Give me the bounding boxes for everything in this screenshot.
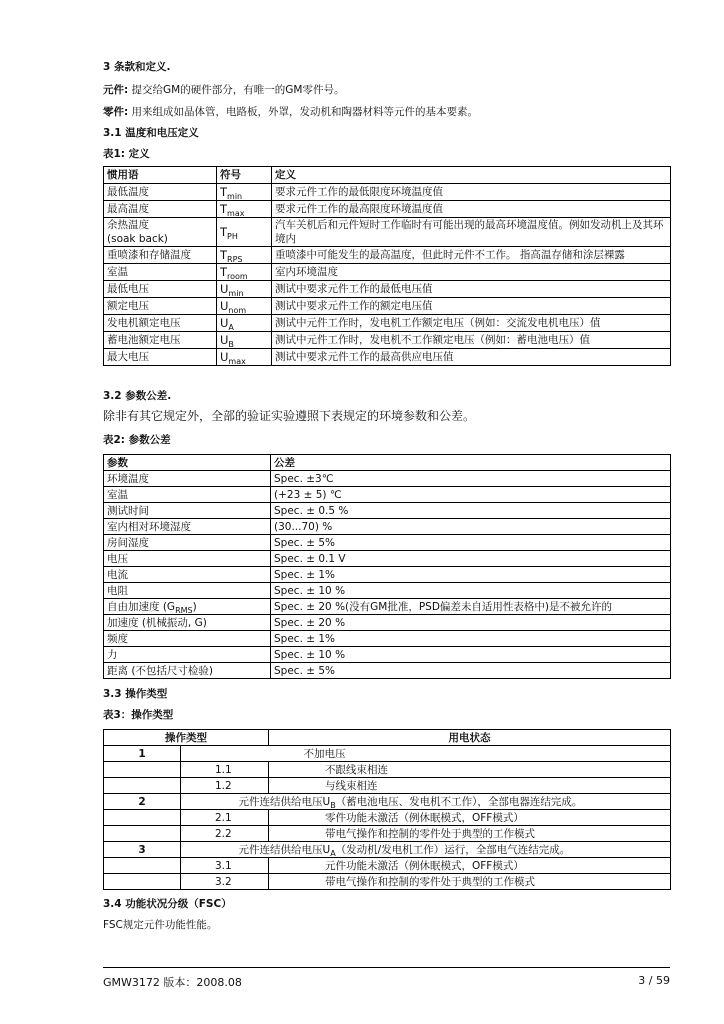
power-state-cell: 带电气操作和控制的零件处于典型的工作模式 xyxy=(269,874,671,890)
parameter-text: 距离 (不包括尺寸检验) xyxy=(107,664,214,677)
footer-page-number: 3 / 59 xyxy=(638,974,670,987)
term-cell xyxy=(104,315,217,332)
components-definition xyxy=(103,83,344,97)
tolerance-cell: Spec. ± 10 % xyxy=(271,583,671,599)
parameter-cell xyxy=(104,487,271,503)
type-spacer-cell xyxy=(104,858,181,874)
type-number-cell: 1 xyxy=(104,746,181,762)
symbol-base: T xyxy=(220,225,228,239)
tolerance-cell: Spec. ± 0.5 % xyxy=(271,503,671,519)
operating-subtype-row xyxy=(104,810,671,826)
parameter-cell xyxy=(104,647,271,663)
operating-subtype-row xyxy=(104,778,671,794)
section-3-1-heading: 3.1 温度和电压定义 xyxy=(103,127,199,139)
parameter-cell xyxy=(104,631,271,647)
subtype-number-cell: 2.2 xyxy=(181,826,269,842)
tolerance-row xyxy=(104,583,671,599)
type-spacer-cell xyxy=(104,810,181,826)
operating-subtype-row xyxy=(104,858,671,874)
tolerance-cell: Spec. ± 1% xyxy=(271,567,671,583)
symbol-base: U xyxy=(220,350,229,364)
voltage-subscript: B xyxy=(330,800,336,810)
symbol-base: U xyxy=(220,333,229,347)
definition-row xyxy=(104,201,671,218)
symbol-cell xyxy=(217,247,272,264)
definition-cell: 测试中要求元件工作的额定电压值 xyxy=(272,298,671,315)
parameter-cell xyxy=(104,535,271,551)
symbol-base: T xyxy=(220,202,228,216)
term-cell xyxy=(104,264,217,281)
power-state-cell xyxy=(239,794,641,810)
symbol-cell xyxy=(217,264,272,281)
term-cell xyxy=(104,247,217,264)
symbol-cell xyxy=(217,332,272,349)
symbol-cell xyxy=(217,349,272,366)
parameter-subscript: RMS xyxy=(175,605,193,615)
definition-cell: 重喷漆中可能发生的最高温度，但此时元件不工作。 指高温存储和涂层裸露 xyxy=(272,247,671,264)
tolerance-cell: Spec. ± 0.1 V xyxy=(271,551,671,567)
footer-divider xyxy=(103,967,670,968)
term-text-alt: (soak back) xyxy=(107,233,168,245)
header-power-state: 用电状态 xyxy=(269,730,671,746)
type-spacer-cell xyxy=(104,874,181,890)
tolerance-cell: Spec. ±3℃ xyxy=(271,471,671,487)
parameter-cell xyxy=(104,471,271,487)
power-state-detail: （蓄电池电压、发电机不工作），全部电器连结完成。 xyxy=(335,795,583,808)
type-spacer-cell xyxy=(104,762,181,778)
definition-row xyxy=(104,218,671,247)
subtype-number-cell: 1.1 xyxy=(181,762,269,778)
definition-row xyxy=(104,184,671,201)
symbol-cell xyxy=(217,184,272,201)
tolerance-cell: (+23 ± 5) ℃ xyxy=(271,487,671,503)
term-text: 蓄电池额定电压 xyxy=(107,334,181,346)
voltage-subscript: A xyxy=(330,848,336,858)
parameter-cell xyxy=(104,583,271,599)
header-operating-type: 操作类型 xyxy=(104,730,269,746)
term-cell xyxy=(104,218,217,247)
symbol-cell xyxy=(217,315,272,332)
tolerance-row xyxy=(104,519,671,535)
table-1-title: 表1: 定义 xyxy=(103,148,150,160)
header-symbol: 符号 xyxy=(217,167,272,184)
type-number-cell: 2 xyxy=(104,794,181,810)
power-state-detail: （发动机/发电机工作）运行，全部电气连结完成。 xyxy=(335,843,571,856)
tolerance-cell: Spec. ± 10 % xyxy=(271,647,671,663)
definition-row xyxy=(104,298,671,315)
parameter-cell xyxy=(104,503,271,519)
header-parameter: 参数 xyxy=(104,455,271,471)
tolerance-row xyxy=(104,599,671,615)
term-cell xyxy=(104,332,217,349)
term-text: 最低温度 xyxy=(107,186,149,198)
symbol-subscript: nom xyxy=(228,306,247,315)
parameter-cell xyxy=(104,519,271,535)
parameter-text: 频度 xyxy=(107,632,128,645)
parameter-text: 电阻 xyxy=(107,584,128,597)
section-3-3-heading: 3.3 操作类型 xyxy=(103,688,168,700)
tolerance-row xyxy=(104,567,671,583)
term-text: 最低电压 xyxy=(107,283,149,295)
parameter-text: 测试时间 xyxy=(107,504,149,517)
parameter-text: 室内相对环境湿度 xyxy=(107,520,191,533)
definition-row xyxy=(104,315,671,332)
definition-cell: 室内环境温度 xyxy=(272,264,671,281)
definition-cell: 测试中元件工作时，发电机不工作额定电压（例如：蓄电池电压）值 xyxy=(272,332,671,349)
section-3-2-heading: 3.2 参数公差. xyxy=(103,390,172,402)
power-state-cell: 与线束相连 xyxy=(269,778,671,794)
symbol-cell xyxy=(217,218,272,247)
definition-cell: 汽车关机后和元件短时工作临时有可能出现的最高环境温度值。例如发动机上及其环境内 xyxy=(272,218,671,247)
footer-document-version: GMW3172 版本：2008.08 xyxy=(103,976,242,989)
definition-cell: 测试中要求元件工作的最高供应电压值 xyxy=(272,349,671,366)
symbol-subscript: min xyxy=(227,192,243,201)
tolerance-cell: Spec. ± 5% xyxy=(271,663,671,679)
term-text: 发电机额定电压 xyxy=(107,317,181,329)
term-cell xyxy=(104,184,217,201)
term-text: 最高温度 xyxy=(107,203,149,215)
tolerance-row xyxy=(104,471,671,487)
definition-row xyxy=(104,349,671,366)
parameter-text: 电流 xyxy=(107,568,128,581)
parameter-cell xyxy=(104,615,271,631)
term-cell xyxy=(104,298,217,315)
type-number-cell: 3 xyxy=(104,842,181,858)
parameter-text: 电压 xyxy=(107,552,128,565)
parameter-cell xyxy=(104,567,271,583)
symbol-subscript: RPS xyxy=(227,255,243,264)
type-spacer-cell xyxy=(181,746,269,762)
table-2-title: 表2: 参数公差 xyxy=(103,434,171,446)
tolerance-cell: Spec. ± 5% xyxy=(271,535,671,551)
tolerance-row xyxy=(104,663,671,679)
parameter-cell xyxy=(104,551,271,567)
definition-cell: 要求元件工作的最高限度环境温度值 xyxy=(272,201,671,218)
symbol-subscript: B xyxy=(228,340,234,349)
tolerance-row xyxy=(104,535,671,551)
header-tolerance: 公差 xyxy=(271,455,671,471)
parameter-tail: ) xyxy=(192,600,197,613)
operating-types-table xyxy=(103,729,671,890)
power-state-text: 元件连结供给电压U xyxy=(238,795,331,808)
term-cell xyxy=(104,349,217,366)
symbol-cell xyxy=(217,201,272,218)
section-3-2-intro: 除非有其它规定外，全部的验证实验遵照下表规定的环境参数和公差。 xyxy=(103,409,476,423)
tolerance-cell: Spec. ± 1% xyxy=(271,631,671,647)
parameter-cell xyxy=(104,663,271,679)
symbol-base: U xyxy=(220,299,229,313)
term-cell xyxy=(104,201,217,218)
header-term: 惯用语 xyxy=(104,167,217,184)
table-header-row xyxy=(104,730,671,746)
term-text: 重喷漆和存储温度 xyxy=(107,249,191,261)
parameter-text: 环境温度 xyxy=(107,472,149,485)
components-text: 提交给GM的硬件部分，有唯一的GM零件号。 xyxy=(131,84,345,96)
symbol-subscript: PH xyxy=(227,232,238,241)
parameter-text: 室温 xyxy=(107,488,128,501)
term-text: 余热温度 xyxy=(107,219,149,231)
symbol-cell xyxy=(217,281,272,298)
power-state-cell: 元件功能未激活（例休眠模式，OFF模式） xyxy=(269,858,671,874)
tolerance-row xyxy=(104,487,671,503)
table-3-title: 表3：操作类型 xyxy=(103,709,174,721)
definition-cell: 测试中元件工作时，发电机工作额定电压（例如：交流发电机电压）值 xyxy=(272,315,671,332)
tolerance-row xyxy=(104,503,671,519)
symbol-subscript: min xyxy=(228,289,244,298)
definition-cell: 要求元件工作的最低限度环境温度值 xyxy=(272,184,671,201)
tolerance-row xyxy=(104,551,671,567)
symbol-subscript: max xyxy=(228,357,246,366)
table-header-row xyxy=(104,167,671,184)
table-header-row xyxy=(104,455,671,471)
type-spacer-cell xyxy=(104,778,181,794)
symbol-base: U xyxy=(220,316,229,330)
operating-type-row xyxy=(104,794,671,810)
parameter-text: 加速度 (机械振动, G) xyxy=(107,616,207,629)
tolerance-row xyxy=(104,631,671,647)
power-state-cell: 零件功能未激活（例休眠模式，OFF模式） xyxy=(269,810,671,826)
definition-row xyxy=(104,332,671,349)
tolerance-row xyxy=(104,647,671,663)
operating-subtype-row xyxy=(104,762,671,778)
parameter-text: 力 xyxy=(107,648,118,661)
section-3-4-heading: 3.4 功能状况分级（FSC） xyxy=(103,898,232,910)
parameter-cell xyxy=(104,599,271,615)
symbol-subscript: max xyxy=(227,209,245,218)
tolerances-table xyxy=(103,454,671,679)
components-label: 元件: xyxy=(103,84,129,96)
parts-text: 用来组成如晶体管，电路板，外罩，发动机和陶器材料等元件的基本要素。 xyxy=(131,106,479,118)
subtype-number-cell: 3.1 xyxy=(181,858,269,874)
symbol-cell xyxy=(217,298,272,315)
symbol-base: T xyxy=(220,248,228,262)
symbol-base: T xyxy=(220,185,228,199)
symbol-subscript: A xyxy=(228,323,234,332)
definitions-table xyxy=(103,166,671,366)
tolerance-row xyxy=(104,615,671,631)
power-state-cell xyxy=(239,842,641,858)
term-text: 室温 xyxy=(107,266,128,278)
power-state-text: 不加电压 xyxy=(303,747,346,760)
tolerance-cell: (30...70) % xyxy=(271,519,671,535)
power-state-text: 元件连结供给电压U xyxy=(238,843,331,856)
section-3-4-text: FSC规定元件功能性能。 xyxy=(103,919,218,931)
definition-row xyxy=(104,264,671,281)
tolerance-cell: Spec. ± 20 % xyxy=(271,615,671,631)
definition-cell: 测试中要求元件工作的最低电压值 xyxy=(272,281,671,298)
power-state-cell: 带电气操作和控制的零件处于典型的工作模式 xyxy=(269,826,671,842)
tolerance-cell: Spec. ± 20 %(没有GM批准，PSD偏差未自适用性表格中)是不被允许的 xyxy=(271,599,671,615)
parameter-text: 自由加速度 (G xyxy=(107,600,176,613)
section-3-heading: 3 条款和定义. xyxy=(103,61,171,73)
subtype-number-cell: 2.1 xyxy=(181,810,269,826)
parts-label: 零件: xyxy=(103,106,129,118)
operating-subtype-row xyxy=(104,874,671,890)
definition-row xyxy=(104,247,671,264)
term-text: 额定电压 xyxy=(107,300,149,312)
power-state-cell xyxy=(269,746,671,762)
type-spacer-cell xyxy=(104,826,181,842)
symbol-base: U xyxy=(220,282,229,296)
term-text: 最大电压 xyxy=(107,351,149,363)
subtype-number-cell: 1.2 xyxy=(181,778,269,794)
operating-type-row xyxy=(104,842,671,858)
power-state-cell: 不跟线束相连 xyxy=(269,762,671,778)
symbol-base: T xyxy=(220,265,228,279)
parts-definition xyxy=(103,105,478,119)
operating-subtype-row xyxy=(104,826,671,842)
symbol-subscript: room xyxy=(227,272,248,281)
header-definition: 定义 xyxy=(272,167,671,184)
definition-row xyxy=(104,281,671,298)
parameter-text: 房间湿度 xyxy=(107,536,149,549)
operating-type-row xyxy=(104,746,671,762)
term-cell xyxy=(104,281,217,298)
subtype-number-cell: 3.2 xyxy=(181,874,269,890)
